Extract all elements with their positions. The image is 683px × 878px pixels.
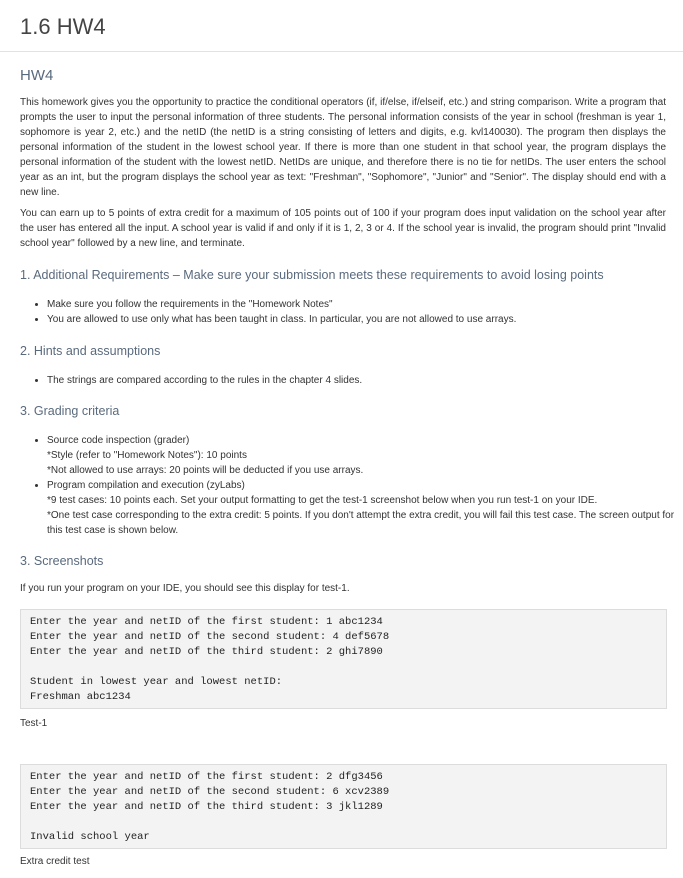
grading-subitem: *Not allowed to use arrays: 20 points will be deducted if you use arrays.	[47, 465, 364, 476]
grading-subitem: *9 test cases: 10 points each. Set your output formatting to get the test-1 screenshot below when you run test-1 on your IDE.	[47, 495, 598, 506]
title-divider	[0, 51, 683, 52]
extra-credit-caption: Extra credit test	[20, 856, 90, 867]
extra-credit-paragraph: You can earn up to 5 points of extra credit for a maximum of 105 points out of 100 if your program does input validation on the school year after the user has entered all the input. A school year is valid if and only if it is 1, 2, 3 or 4. If the school year is invalid, the program should print "Invalid school year" followed by a new line, and terminate.	[20, 208, 666, 249]
requirements-list	[20, 297, 683, 327]
hints-list	[20, 373, 683, 388]
requirements-heading: 1. Additional Requirements – Make sure your submission meets these requirements to avoid losing points	[20, 268, 604, 282]
section-heading: HW4	[20, 67, 54, 84]
list-item: • You are allowed to use only what has been taught in class. In particular, you are not allowed to use arrays.	[47, 312, 683, 327]
hints-heading: 2. Hints and assumptions	[20, 344, 161, 358]
extra-credit-output-block: Enter the year and netID of the first student: 2 dfg3456 Enter the year and netID of the second student: 6 xcv2389 Enter the year and netID of the third student: 3 jkl1289 Invalid school year	[20, 764, 667, 849]
list-item	[47, 433, 683, 478]
grading-item-label: • Source code inspection (grader)	[47, 435, 190, 446]
screenshots-heading: 3. Screenshots	[20, 554, 104, 568]
page-title: 1.6 HW4	[20, 14, 106, 39]
list-item	[47, 478, 683, 538]
screenshots-intro: If you run your program on your IDE, you should see this display for test-1.	[20, 583, 350, 594]
grading-heading: 3. Grading criteria	[20, 404, 120, 418]
grading-item-label: • Program compilation and execution (zyLabs)	[47, 480, 245, 491]
grading-subitem: *Style (refer to "Homework Notes"): 10 points	[47, 450, 247, 461]
intro-paragraph: This homework gives you the opportunity to practice the conditional operators (if, if/else, if/elseif, etc.) and string comparison. Write a program that prompts the user to input the personal information of three students. The personal information consists of the year in school (freshman is year 1, sophomore is year 2, etc.) and the netID (the netID is a string consisting of letters and digits, e.g. kvl140030). The program then displays the personal information of the student in the lowest school year. If there is more than one student in that school year, the program displays the personal information of the student with the lowest netID. NetIDs are unique, and therefore there is no tie for netIDs. The user enters the school year as an int, but the program displays the school year as text: "Freshman", "Sophomore", "Junior" and "Senior". The display should end with a new line.	[20, 97, 666, 198]
list-item: • Make sure you follow the requirements in the "Homework Notes"	[47, 297, 683, 312]
test1-output-block: Enter the year and netID of the first student: 1 abc1234 Enter the year and netID of the second student: 4 def5678 Enter the year and netID of the third student: 2 ghi7890 Student in lowest year and lowest netID: Freshman abc1234	[20, 609, 667, 709]
list-item: • The strings are compared according to the rules in the chapter 4 slides.	[47, 373, 683, 388]
test1-caption: Test-1	[20, 718, 48, 729]
grading-list	[20, 433, 683, 538]
grading-subitem: *One test case corresponding to the extra credit: 5 points. If you don't attempt the extra credit, you will fail this test case. The screen output for this test case is shown below.	[47, 510, 675, 536]
